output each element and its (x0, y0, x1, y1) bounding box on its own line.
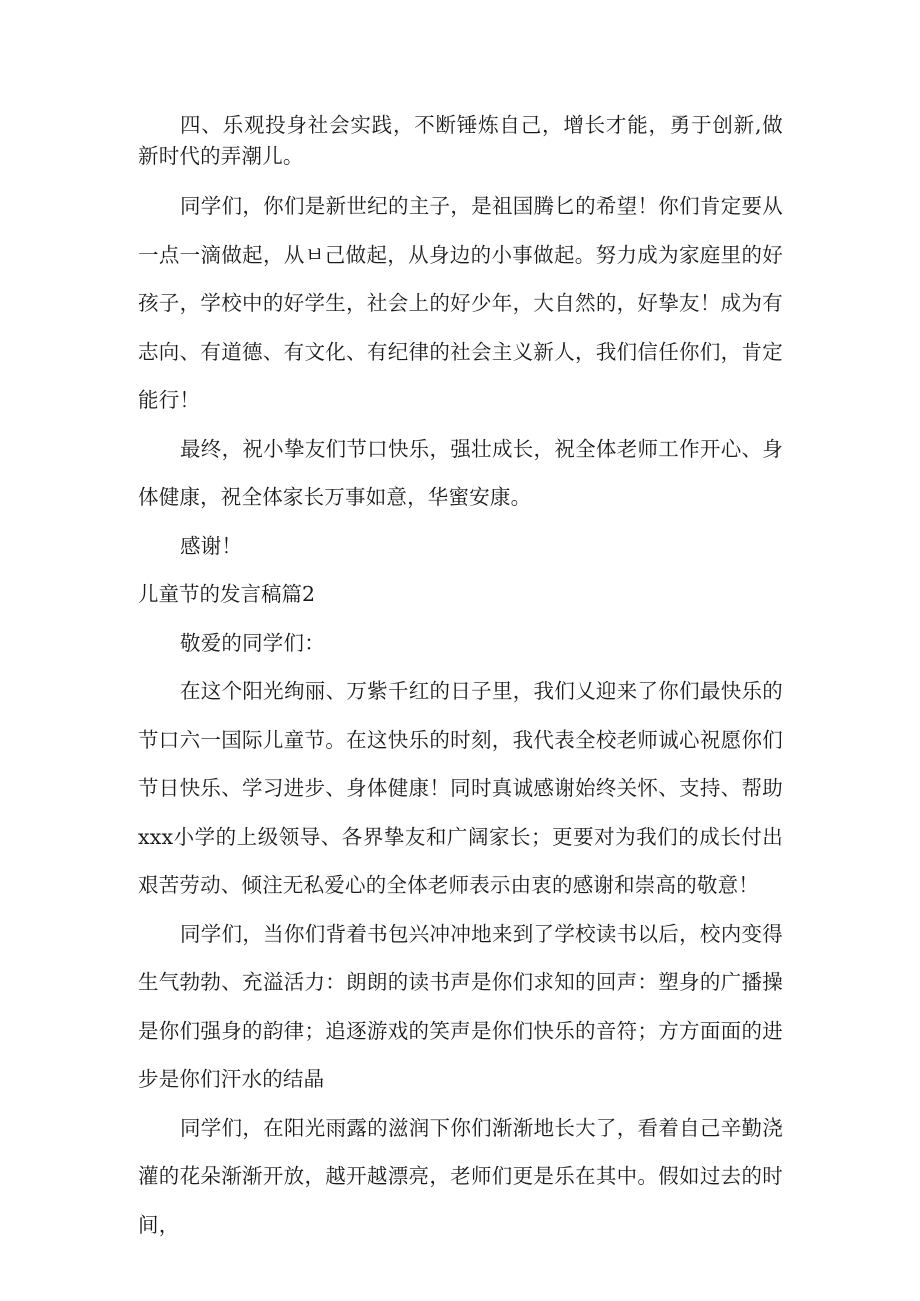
paragraph-practice: 四、乐观投身社会实践，不断锤炼自己，增长才能，勇于创新,做新时代的弄潮儿。 (138, 113, 783, 168)
paragraph-students-hope: 同学们，你们是新世纪的主子，是祖国腾匕的希望！你们肯定要从一点一滴做起，从ㅂ己做起，从身边的小事做起。努力成为家庭里的好孩子，学校中的好学生，社会上的好少年，大自然的，好挚友！成为有志向、有道德、有文化、有纪律的社会主义新人，我们信任你们，肯定能行！ (138, 194, 783, 412)
paragraph-thanks: 感谢！ (180, 533, 243, 558)
paragraph-wishes: 最终，祝小挚友们节口快乐，强壮成长，祝全体老师工作开心、身体健康，祝全体家长万事如意，华蜜安康。 (138, 436, 783, 509)
paragraph-greeting: 敬爱的同学们： (180, 630, 325, 655)
section-heading: 儿童节的发言稿篇2 (138, 582, 316, 606)
paragraph-school-life: 同学们，当你们背着书包兴冲冲地来到了学校读书以后，校内变得生气勃勃、充溢活力：朗朗的读书声是你们求知的回声：塑身的广播操是你们强身的韵律；追逐游戏的笑声是你们快乐的音符；方方面面的进步是你们汗水的结晶 (138, 921, 783, 1091)
spacer (138, 172, 783, 182)
document-page (138, 110, 783, 1249)
paragraph-growing-up: 同学们，在阳光雨露的滋润下你们渐渐地长大了，看着自己辛勤浇灌的花朵渐渐开放，越开越漂亮，老师们更是乐在其中。假如过去的时间， (138, 1115, 783, 1237)
paragraph-childrens-day: 在这个阳光绚丽、万紫千红的日子里，我们乂迎来了你们最快乐的节口六一国际儿童节。在这快乐的时刻，我代表全校老师诚心祝愿你们节日快乐、学习进步、身体健康！同时真诚感谢始终关怀、支持、帮助xxx小学的上级领导、各界挚友和广阔家长；更要对为我们的成长付出艰苦劳动、倾注无私爱心的全体老师表示由衷的感谢和崇高的敬意！ (138, 679, 783, 897)
